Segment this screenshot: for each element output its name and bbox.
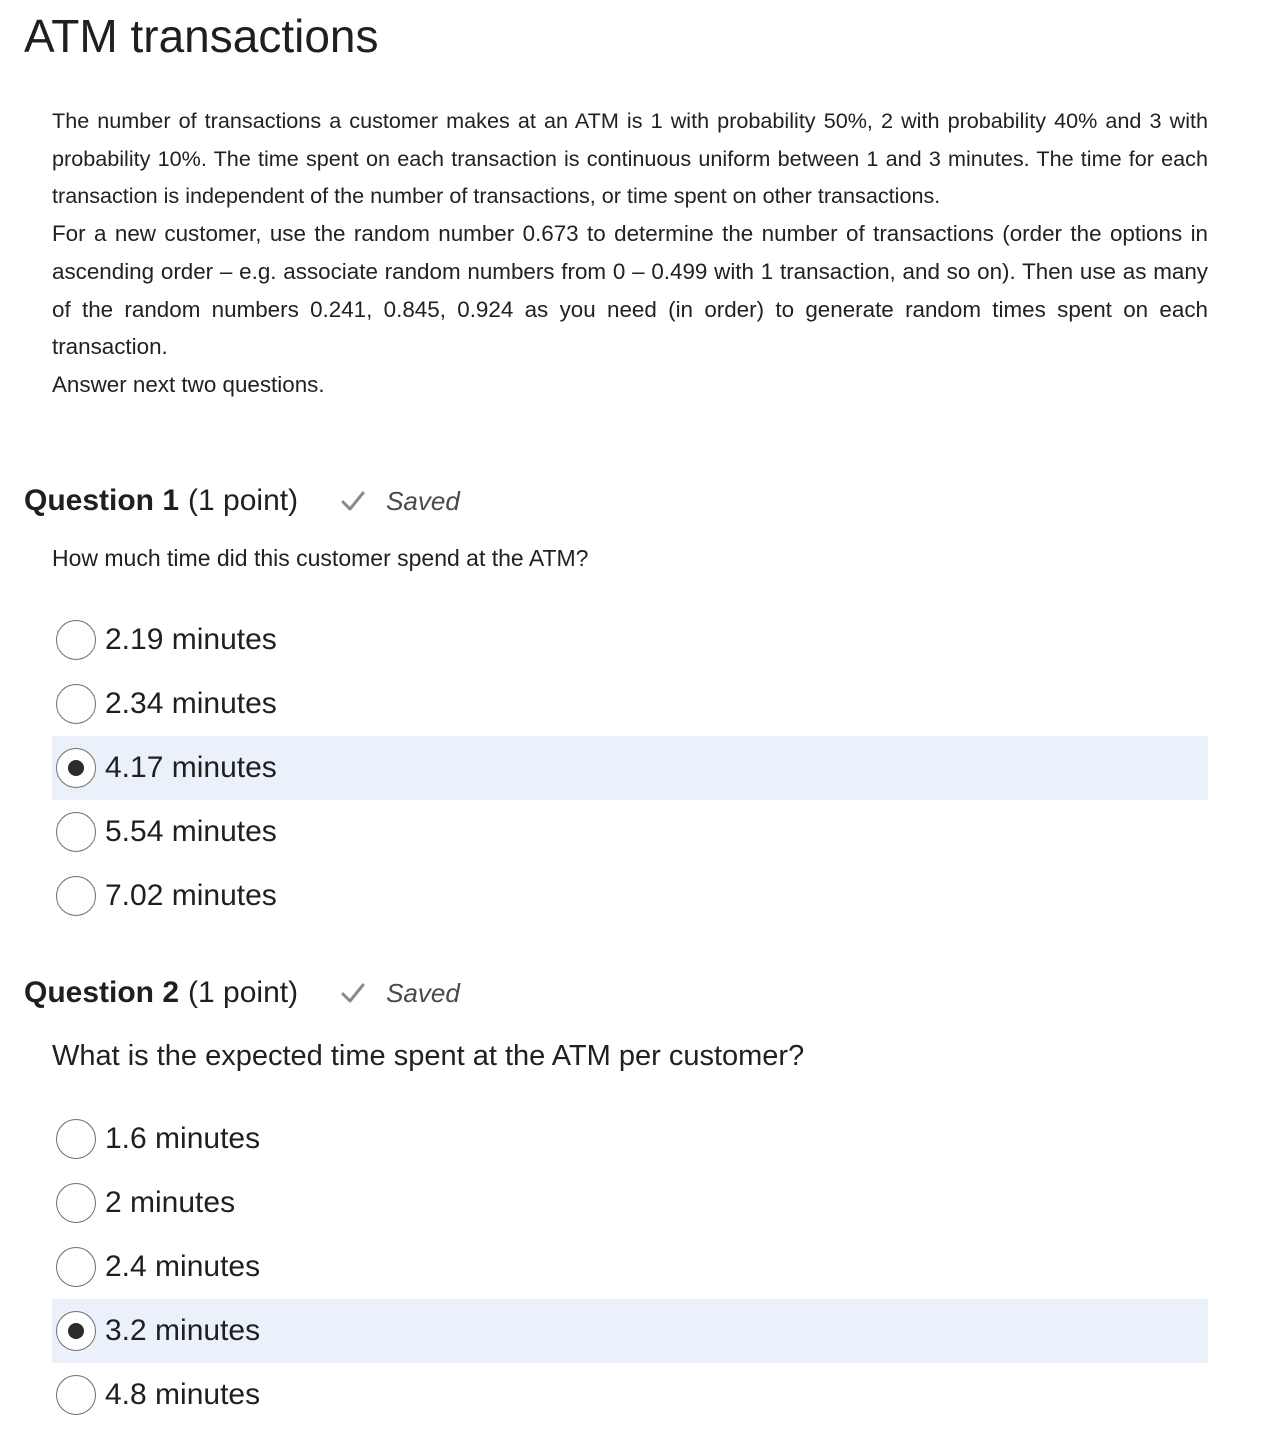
intro-paragraph-3: Answer next two questions. — [52, 371, 325, 397]
question-1-label: Question 1 — [24, 484, 180, 517]
question-1-option[interactable] — [52, 608, 1208, 672]
question-1-option[interactable] — [52, 800, 1208, 864]
radio-button[interactable] — [56, 1247, 96, 1287]
radio-button[interactable] — [56, 684, 96, 724]
option-label[interactable]: 4.17 minutes — [105, 751, 277, 784]
option-label[interactable]: 7.02 minutes — [105, 879, 277, 912]
question-2-option[interactable] — [52, 1171, 1208, 1235]
intro-paragraph-2: For a new customer, use the random number 0.673 to determine the number of transactions (order the options in ascending order – e.g. associate random numbers from 0 – 0.499 with 1 transaction, and so on). Then use as many of the random numbers 0.241, 0.845, 0.924 as you need (in order) to generate random times spent on each transaction. — [52, 221, 1208, 360]
check-icon — [340, 981, 366, 1005]
question-1-option[interactable] — [52, 736, 1208, 800]
radio-button[interactable] — [56, 1311, 96, 1351]
question-2-option[interactable] — [52, 1235, 1208, 1299]
question-1-option[interactable] — [52, 864, 1208, 928]
question-2-options — [52, 1107, 1208, 1427]
option-label[interactable]: 5.54 minutes — [105, 815, 277, 848]
radio-button[interactable] — [56, 876, 96, 916]
question-1-header — [24, 481, 460, 521]
option-label[interactable]: 1.6 minutes — [105, 1122, 261, 1155]
question-1-option[interactable] — [52, 672, 1208, 736]
option-label[interactable]: 2.34 minutes — [105, 687, 277, 720]
radio-button[interactable] — [56, 748, 96, 788]
question-1-text: How much time did this customer spend at the ATM? — [52, 545, 589, 571]
radio-button[interactable] — [56, 812, 96, 852]
question-1-options — [52, 608, 1208, 928]
option-label[interactable]: 4.8 minutes — [105, 1378, 261, 1411]
option-label[interactable]: 2 minutes — [105, 1186, 236, 1219]
radio-button[interactable] — [56, 620, 96, 660]
radio-button[interactable] — [56, 1119, 96, 1159]
question-2-label: Question 2 — [24, 976, 180, 1009]
question-2-option[interactable] — [52, 1299, 1208, 1363]
page-title: ATM transactions — [24, 10, 379, 62]
intro-paragraph-1: The number of transactions a customer makes at an ATM is 1 with probability 50%, 2 with probability 40% and 3 with probability 10%. The time spent on each transaction is continuous uniform between 1 and 3 minutes. The time for each transaction is independent of the number of transactions, or time spent on other transactions. — [52, 108, 1208, 209]
intro-text — [52, 102, 1208, 404]
option-label[interactable]: 3.2 minutes — [105, 1314, 261, 1347]
question-2-text: What is the expected time spent at the ATM per customer? — [52, 1040, 805, 1072]
question-2-points: (1 point) — [188, 976, 299, 1009]
question-2-option[interactable] — [52, 1107, 1208, 1171]
option-label[interactable]: 2.4 minutes — [105, 1250, 261, 1283]
question-1-points: (1 point) — [188, 484, 299, 517]
radio-button[interactable] — [56, 1183, 96, 1223]
question-2-saved-status — [340, 978, 460, 1009]
saved-label: Saved — [386, 485, 460, 516]
check-icon — [340, 489, 366, 513]
saved-label: Saved — [386, 977, 460, 1008]
question-2-header — [24, 973, 460, 1013]
question-1-saved-status — [340, 486, 460, 517]
option-label[interactable]: 2.19 minutes — [105, 623, 277, 656]
question-2-option[interactable] — [52, 1363, 1208, 1427]
radio-button[interactable] — [56, 1375, 96, 1415]
